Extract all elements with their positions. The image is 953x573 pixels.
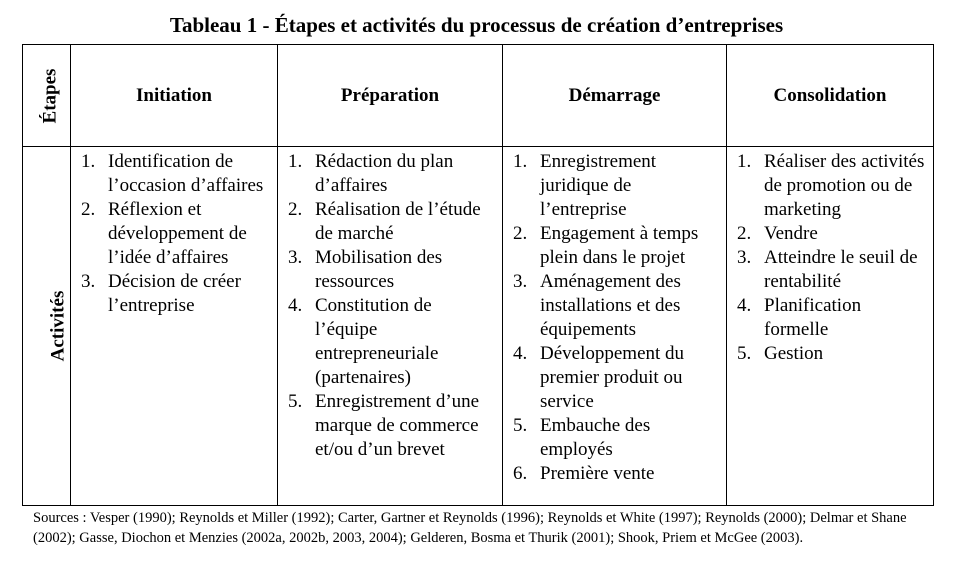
activity-text: Enregistrement juridique de l’entreprise	[540, 151, 657, 220]
activity-item	[288, 294, 498, 390]
activity-number: 3.	[737, 247, 752, 268]
activity-list	[513, 150, 722, 486]
activity-number: 3.	[513, 271, 528, 292]
activity-number: 2.	[737, 223, 752, 244]
activity-number: 6.	[513, 463, 528, 484]
sources-note: Sources : Vesper (1990); Reynolds et Miller (1992); Carter, Gartner et Reynolds (1996); Reynolds et White (1997); Reynolds (2000); Delmar et Shane (2002); Gasse, Diochon et Menzies (2002a, 2002b, 2003, 2004); Gelderen, Bosma et Thurik (2001); Shook, Priem et McGee (2003).	[33, 510, 907, 546]
activity-text: Constitution de l’équipe entrepreneuriale (partenaires)	[315, 295, 439, 388]
activities-row-label-cell	[23, 147, 71, 506]
activity-text: Décision de créer l’entreprise	[108, 271, 241, 316]
activity-list	[81, 150, 273, 318]
process-table	[22, 44, 934, 506]
activity-number: 2.	[81, 199, 96, 220]
activity-text: Réflexion et développement de l’idée d’affaires	[108, 199, 247, 268]
table-title: Tableau 1 - Étapes et activités du processus de création d’entreprises	[169, 13, 784, 37]
activity-item	[513, 342, 722, 414]
activity-item	[288, 150, 498, 198]
activity-text: Rédaction du plan d’affaires	[315, 151, 454, 196]
activity-item	[737, 294, 929, 342]
stages-row-label-cell	[23, 45, 71, 147]
activities-row	[23, 147, 934, 506]
activity-item	[513, 150, 722, 222]
activity-number: 5.	[288, 391, 303, 412]
stage-header-preparation: Préparation	[278, 45, 503, 147]
stage-header-consolidation: Consolidation	[727, 45, 934, 147]
activity-text: Aménagement des installations et des équipements	[540, 271, 681, 340]
activity-item	[737, 222, 929, 246]
activities-row-label: Activités	[47, 290, 69, 362]
activity-number: 5.	[737, 343, 752, 364]
activity-item	[81, 150, 273, 198]
activity-text: Planification formelle	[764, 295, 862, 340]
activity-number: 4.	[737, 295, 752, 316]
activity-text: Mobilisation des ressources	[315, 247, 443, 292]
activity-text: Enregistrement d’une marque de commerce et/ou d’un brevet	[315, 391, 480, 460]
activities-cell-preparation	[278, 147, 503, 506]
activity-text: Embauche des employés	[540, 415, 651, 460]
activities-cell-demarrage	[503, 147, 727, 506]
activity-item	[513, 222, 722, 270]
activity-text: Atteindre le seuil de rentabilité	[764, 247, 918, 292]
activity-item	[81, 198, 273, 270]
activity-number: 1.	[81, 151, 96, 172]
activity-item	[737, 246, 929, 294]
activity-text: Vendre	[764, 223, 818, 244]
activity-text: Engagement à temps plein dans le projet	[540, 223, 699, 268]
activity-text: Réaliser des activités de promotion ou de marketing	[764, 151, 925, 220]
activity-item	[288, 246, 498, 294]
activity-text: Développement du premier produit ou service	[540, 343, 685, 412]
activity-item	[513, 462, 722, 486]
stages-row-label: Étapes	[39, 68, 61, 123]
activity-list	[737, 150, 929, 366]
activity-item	[513, 270, 722, 342]
activity-number: 4.	[288, 295, 303, 316]
stage-header-initiation: Initiation	[71, 45, 278, 147]
activity-number: 3.	[81, 271, 96, 292]
activity-number: 5.	[513, 415, 528, 436]
activity-number: 2.	[288, 199, 303, 220]
activity-item	[737, 342, 929, 366]
activity-number: 2.	[513, 223, 528, 244]
activity-text: Identification de l’occasion d’affaires	[108, 151, 264, 196]
activity-number: 1.	[288, 151, 303, 172]
activity-list	[288, 150, 498, 462]
activity-number: 4.	[513, 343, 528, 364]
activity-text: Première vente	[540, 463, 655, 484]
activity-item	[81, 270, 273, 318]
activity-item	[288, 198, 498, 246]
activity-item	[737, 150, 929, 222]
activity-item	[513, 414, 722, 462]
activity-item	[288, 390, 498, 462]
activity-text: Réalisation de l’étude de marché	[315, 199, 481, 244]
activity-number: 3.	[288, 247, 303, 268]
stages-row	[23, 45, 934, 147]
activity-number: 1.	[737, 151, 752, 172]
activity-number: 1.	[513, 151, 528, 172]
activities-cell-initiation	[71, 147, 278, 506]
stage-header-demarrage: Démarrage	[503, 45, 727, 147]
activity-text: Gestion	[764, 343, 824, 364]
activities-cell-consolidation	[727, 147, 934, 506]
